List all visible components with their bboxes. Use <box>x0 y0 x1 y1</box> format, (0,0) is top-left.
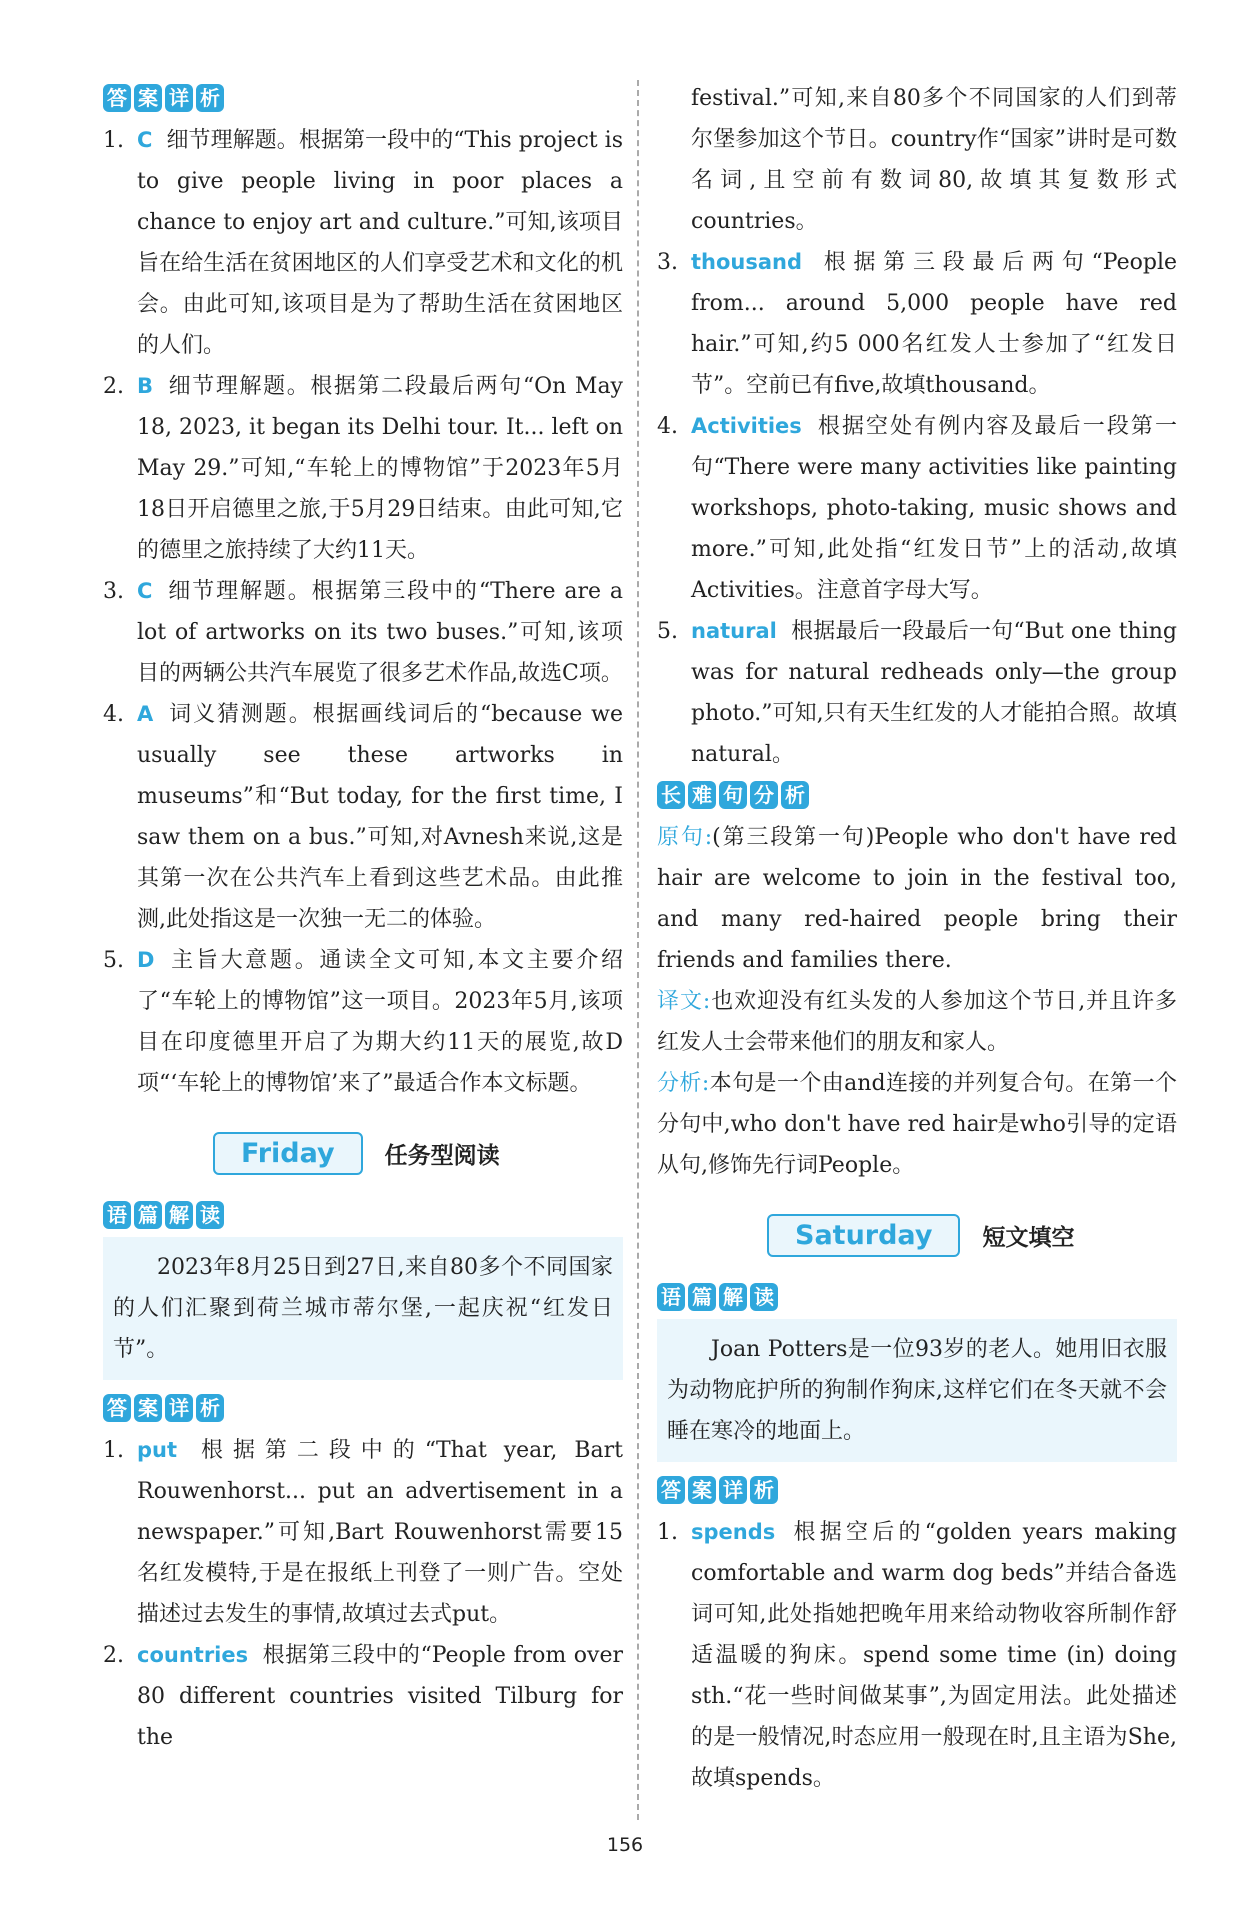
header-char: 长 <box>657 781 685 809</box>
header-char: 读 <box>196 1201 224 1229</box>
answer-item <box>103 940 623 1104</box>
friday-summary: 2023年8月25日到27日,来自80多个不同国家的人们汇聚到荷兰城市蒂尔堡,一起庆祝“红发日节”。 <box>113 1255 613 1362</box>
answer-item <box>657 242 1177 406</box>
left-column <box>103 78 623 1758</box>
header-char: 详 <box>165 1394 193 1422</box>
header-char: 答 <box>103 1394 131 1422</box>
friday-section-title <box>103 1132 623 1175</box>
item-number: 4. <box>657 414 678 439</box>
long-sentence-header <box>657 781 809 809</box>
header-char: 析 <box>781 781 809 809</box>
answer-text: 根据第二段中的“That year, Bart Rouwenhorst... put an advertisement in a newspaper.”可知,Bart Rouwenhorst需要15名红发模特,于是在报纸上刊登了一则广告。空处描述过去发生的事情,故填过去式put。 <box>137 1438 623 1627</box>
answer-item <box>103 571 623 694</box>
item-number: 1. <box>657 1520 678 1545</box>
header-char: 答 <box>103 84 131 112</box>
item-number: 4. <box>103 702 124 727</box>
saturday-summary-box <box>657 1319 1177 1462</box>
translation <box>657 981 1177 1063</box>
item-number: 1. <box>103 128 124 153</box>
original-label: 原句: <box>657 825 713 850</box>
header-char: 难 <box>688 781 716 809</box>
friday-badge: Friday <box>213 1132 363 1175</box>
header-char: 析 <box>750 1476 778 1504</box>
original-sentence <box>657 817 1177 981</box>
analysis-label: 分析: <box>657 1071 710 1096</box>
answer-key: D <box>137 948 155 972</box>
header-char: 篇 <box>688 1283 716 1311</box>
answer-key: natural <box>691 619 777 643</box>
header-char: 详 <box>165 84 193 112</box>
header-char: 解 <box>165 1201 193 1229</box>
answer-text: 词义猜测题。根据画线词后的“because we usually see these artworks in museums”和“But today, for the first time, I saw them on a bus.”可知,对Avnesh来说,这是其第一次在公共汽车上看到这些艺术品。由此推测,此处指这是一次独一无二的体验。 <box>137 702 623 932</box>
original-text: (第三段第一句)People who don't have red hair are welcome to join in the festival too, and many red-haired people bring their friends and families there. <box>657 825 1177 973</box>
answer-key: spends <box>691 1520 776 1544</box>
answer-item <box>657 1512 1177 1799</box>
answer-item <box>657 611 1177 775</box>
analysis-text: 本句是一个由and连接的并列复合句。在第一个分句中,who don't have red hair是who引导的定语从句,修饰先行词People。 <box>657 1071 1177 1178</box>
page-number: 156 <box>606 1834 644 1856</box>
header-char: 案 <box>134 1394 162 1422</box>
item-number: 2. <box>103 1643 124 1668</box>
header-char: 句 <box>719 781 747 809</box>
answer-text: 根据空处有例内容及最后一段第一句“There were many activities like painting workshops, photo-taking, music shows and more.”可知,此处指“红发日节”上的活动,故填Activities。注意首字母大写。 <box>691 414 1177 603</box>
header-char: 语 <box>657 1283 685 1311</box>
saturday-section-title <box>657 1214 1177 1257</box>
answer-key: put <box>137 1438 178 1462</box>
header-char: 析 <box>196 1394 224 1422</box>
column-divider <box>637 80 639 1820</box>
header-char: 答 <box>657 1476 685 1504</box>
saturday-summary: Joan Potters是一位93岁的老人。她用旧衣服为动物庇护所的狗制作狗床,这样它们在冬天就不会睡在寒冷的地面上。 <box>667 1337 1167 1444</box>
item-number: 3. <box>103 579 124 604</box>
header-char: 案 <box>134 84 162 112</box>
analysis <box>657 1063 1177 1186</box>
passage-reading-header <box>103 1201 224 1229</box>
answer-item <box>657 406 1177 611</box>
header-char: 案 <box>688 1476 716 1504</box>
item-number: 5. <box>657 619 678 644</box>
answer-text: 根据第三段中的“People from over 80 different countries visited Tilburg for the <box>137 1643 623 1750</box>
answer-detail-header <box>103 84 224 112</box>
translation-label: 译文: <box>657 989 711 1014</box>
header-char: 语 <box>103 1201 131 1229</box>
friday-title: 任务型阅读 <box>384 1143 500 1169</box>
answer-text: 根据第三段最后两句“People from... around 5,000 people have red hair.”可知,约5 000名红发人士参加了“红发日节”。空前已有five,故填thousand。 <box>691 250 1177 398</box>
header-char: 篇 <box>134 1201 162 1229</box>
answer-text: 主旨大意题。通读全文可知,本文主要介绍了“车轮上的博物馆”这一项目。2023年5月,该项目在印度德里开启了为期大约11天的展览,故D项“‘车轮上的博物馆’来了”最适合作本文标题。 <box>137 948 623 1096</box>
answer-item <box>103 694 623 940</box>
answer-item <box>103 120 623 366</box>
answer-key: B <box>137 374 154 398</box>
answer-key: C <box>137 128 153 152</box>
answer-detail-header <box>657 1476 778 1504</box>
answer-key: C <box>137 579 153 603</box>
saturday-badge: Saturday <box>767 1214 960 1257</box>
answer-item <box>103 1635 623 1758</box>
answer-item <box>103 366 623 571</box>
answer-detail-header <box>103 1394 224 1422</box>
item-number: 3. <box>657 250 678 275</box>
friday-summary-box <box>103 1237 623 1380</box>
header-char: 解 <box>719 1283 747 1311</box>
answer-text: 根据最后一段最后一句“But one thing was for natural redheads only—the group photo.”可知,只有天生红发的人才能拍合照。故填natural。 <box>691 619 1177 767</box>
header-char: 分 <box>750 781 778 809</box>
item-number: 2. <box>103 374 124 399</box>
answer-item <box>103 1430 623 1635</box>
header-char: 析 <box>196 84 224 112</box>
right-column <box>657 78 1177 1799</box>
answer-key: Activities <box>691 414 802 438</box>
translation-text: 也欢迎没有红头发的人参加这个节日,并且许多红发人士会带来他们的朋友和家人。 <box>657 989 1177 1055</box>
item-number: 1. <box>103 1438 124 1463</box>
answer-text: 细节理解题。根据第三段中的“There are a lot of artworks on its two buses.”可知,该项目的两辆公共汽车展览了很多艺术作品,故选C项。 <box>137 579 623 686</box>
answer-key: countries <box>137 1643 249 1667</box>
header-char: 详 <box>719 1476 747 1504</box>
answer-key: thousand <box>691 250 803 274</box>
answer-text: 根据空后的“golden years making comfortable and warm dog beds”并结合备选词可知,此处指她把晚年用来给动物收容所制作舒适温暖的狗床。spend some time (in) doing sth.“花一些时间做某事”,为固定用法。此处描述的是一般情况,时态应用一般现在时,且主语为She,故填spends。 <box>691 1520 1177 1791</box>
header-char: 读 <box>750 1283 778 1311</box>
saturday-title: 短文填空 <box>982 1225 1075 1251</box>
answer-text: 细节理解题。根据第二段最后两句“On May 18, 2023, it began its Delhi tour. It... left on May 29.”可知,“车轮上的博物馆”于2023年5月18日开启德里之旅,于5月29日结束。由此可知,它的德里之旅持续了大约11天。 <box>137 374 623 563</box>
answer-key: A <box>137 702 154 726</box>
answer-text: festival.”可知,来自80多个不同国家的人们到蒂尔堡参加这个节日。country作“国家”讲时是可数名词,且空前有数词80,故填其复数形式countries。 <box>691 86 1177 234</box>
answer-item-continued <box>657 78 1177 242</box>
answer-text: 细节理解题。根据第一段中的“This project is to give people living in poor places a chance to enjoy art and culture.”可知,该项目旨在给生活在贫困地区的人们享受艺术和文化的机会。由此可知,该项目是为了帮助生活在贫困地区的人们。 <box>137 128 623 358</box>
item-number: 5. <box>103 948 124 973</box>
passage-reading-header <box>657 1283 778 1311</box>
